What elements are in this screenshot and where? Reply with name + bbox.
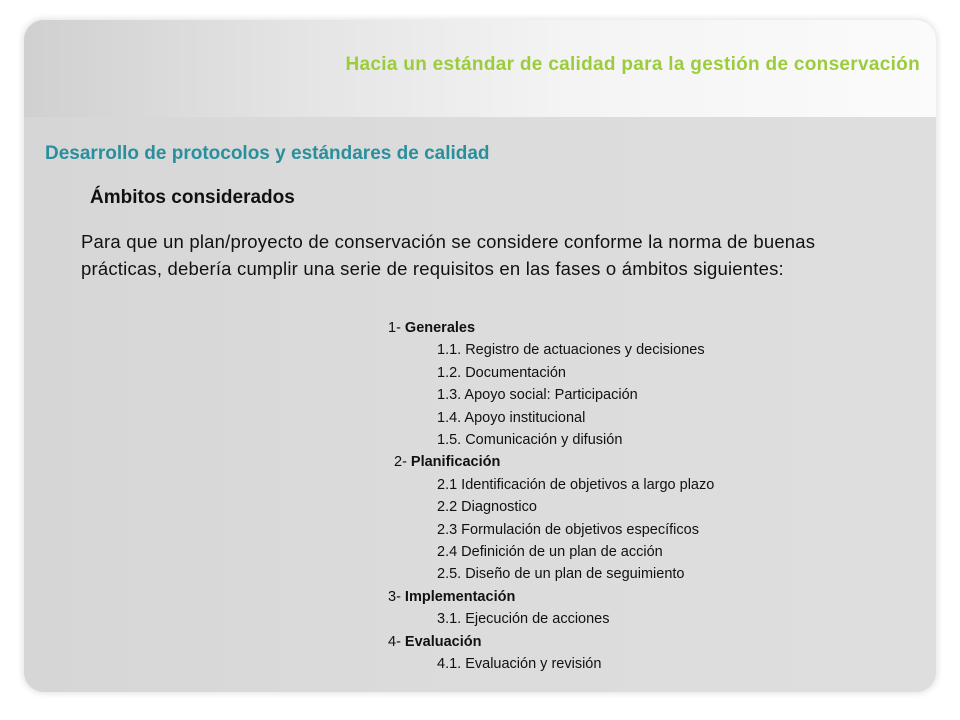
category-name: Generales	[404, 320, 476, 336]
list-item: 2.4 Definición de un plan de acción	[437, 544, 663, 561]
list-item: 1.3. Apoyo social: Participación	[437, 387, 638, 404]
category-row	[388, 586, 828, 608]
category-row	[388, 317, 828, 339]
list-item: 2.1 Identificación de objetivos a largo plazo	[437, 476, 715, 493]
category-name: Evaluación	[404, 633, 482, 650]
section-heading: Desarrollo de protocolos y estándares de calidad	[45, 143, 490, 164]
category-number: 4-	[388, 633, 405, 650]
subheading: Ámbitos considerados	[90, 187, 295, 208]
list-item: 2.5. Diseño de un plan de seguimiento	[437, 566, 685, 583]
category-number: 2-	[394, 454, 411, 471]
list-item: 4.1. Evaluación y revisión	[437, 656, 602, 673]
list-item: 2.3 Formulación de objetivos específicos	[437, 521, 699, 538]
list-item: 2.2 Diagnostico	[437, 499, 537, 516]
intro-paragraph: Para que un plan/proyecto de conservación se considere conforme la norma de buenas prácticas, debería cumplir una serie de requisitos en las fases o ámbitos siguientes:	[81, 231, 816, 279]
list-item: 1.4. Apoyo institucional	[437, 409, 586, 426]
list-item: 1.5. Comunicación y difusión	[437, 432, 623, 449]
category-name: Planificación	[410, 454, 501, 471]
category-row	[388, 451, 828, 473]
category-row	[388, 631, 828, 653]
list-item: 1.1. Registro de actuaciones y decisiones	[437, 342, 705, 359]
list-item: 3.1. Ejecución de acciones	[437, 611, 610, 628]
list-item: 1.2. Documentación	[437, 364, 566, 381]
category-name: Implementación	[404, 588, 516, 605]
category-number: 1-	[388, 320, 405, 336]
category-number: 3-	[388, 588, 405, 605]
slide-title: Hacia un estándar de calidad para la gestión de conservación	[345, 54, 920, 75]
requirements-list	[388, 317, 828, 676]
